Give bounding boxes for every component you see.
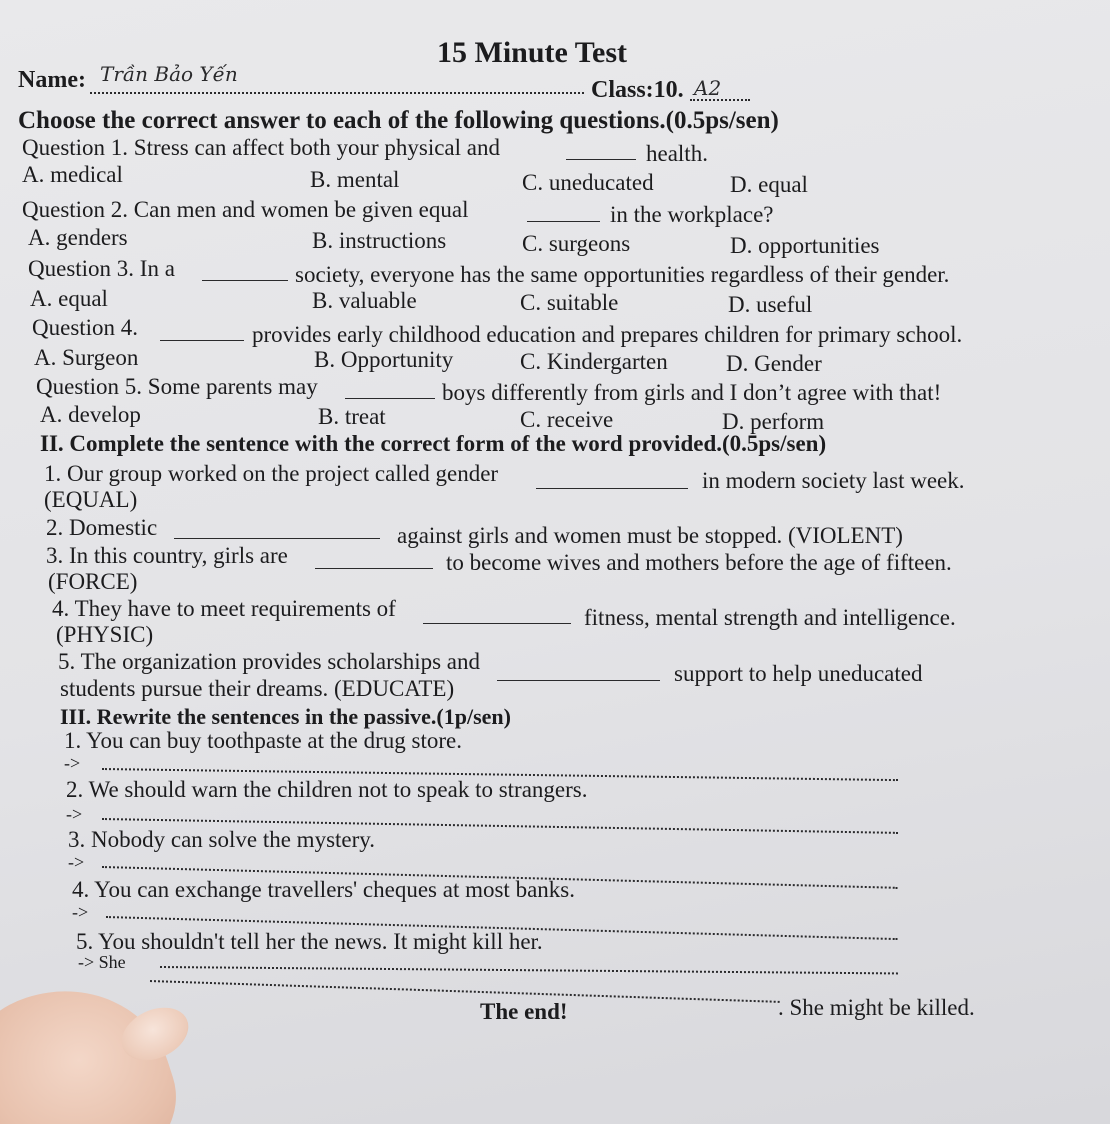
part3-answer-line-5b — [150, 980, 780, 1003]
q1-option-b: B. mental — [310, 167, 400, 192]
part2-item-5-end: support to help uneducated — [674, 661, 923, 686]
q2-option-c: C. surgeons — [522, 231, 631, 256]
q2-option-a: A. genders — [28, 225, 128, 250]
q4-option-b: B. Opportunity — [314, 347, 454, 372]
q3-option-c: C. suitable — [520, 290, 619, 315]
part2-item-1-end: in modern society last week. — [702, 468, 965, 493]
part3-item-1: 1. You can buy toothpaste at the drug store. — [64, 728, 462, 753]
part3-answer-line-5a — [160, 966, 898, 974]
part2-item-3-end: to become wives and mothers before the age of fifteen. — [446, 550, 952, 575]
part3-item-5: 5. You shouldn't tell her the news. It might kill her. — [76, 929, 543, 954]
question-5-blank — [345, 398, 435, 399]
q3-option-d: D. useful — [728, 292, 813, 317]
question-3-blank — [202, 280, 288, 281]
class-label: Class:10. — [591, 77, 684, 103]
part2-item-5-cont: students pursue their dreams. (EDUCATE) — [60, 676, 455, 701]
part3-arrow-2: -> — [66, 804, 83, 824]
question-4-blank — [160, 340, 244, 341]
q5-option-d: D. perform — [722, 409, 825, 434]
part3-item-4: 4. You can exchange travellers' cheques at most banks. — [72, 877, 575, 902]
part2-item-4-end: fitness, mental strength and intelligence. — [584, 605, 956, 630]
part1-instruction: Choose the correct answer to each of the following questions.(0.5ps/sen) — [18, 107, 779, 134]
question-2-blank — [527, 221, 600, 222]
class-line — [690, 99, 750, 101]
question-1-stem: Question 1. Stress can affect both your physical and — [22, 135, 500, 160]
question-1-blank — [566, 159, 636, 160]
part3-arrow-5: -> She — [78, 952, 126, 972]
q1-option-c: C. uneducated — [522, 170, 654, 195]
q4-option-a: A. Surgeon — [34, 345, 139, 370]
question-5-end: boys differently from girls and I don’t agree with that! — [442, 380, 942, 405]
question-5-stem: Question 5. Some parents may — [36, 374, 318, 399]
q1-option-d: D. equal — [730, 172, 808, 197]
question-3-stem: Question 3. In a — [28, 256, 175, 281]
page-title: 15 Minute Test — [437, 36, 628, 69]
q5-option-b: B. treat — [318, 404, 386, 429]
part2-item-2-stem: 2. Domestic — [46, 515, 158, 540]
part2-item-1-blank — [536, 488, 688, 489]
part2-item-1-stem: 1. Our group worked on the project called gender — [44, 461, 499, 486]
name-handwritten: Trần Bảo Yến — [100, 62, 238, 86]
part2-item-4-blank — [423, 623, 571, 624]
part2-item-3-blank — [315, 568, 433, 569]
question-2-stem: Question 2. Can men and women be given equal — [22, 197, 469, 222]
part2-item-2-blank — [174, 538, 380, 539]
part3-heading: III. Rewrite the sentences in the passive.(1p/sen) — [60, 704, 511, 729]
q3-option-a: A. equal — [30, 286, 108, 311]
part3-arrow-1: -> — [64, 753, 81, 773]
end-note: The end! — [480, 999, 568, 1024]
part2-heading: II. Complete the sentence with the correct form of the word provided.(0.5ps/sen) — [40, 431, 827, 456]
part2-item-1-cont: (EQUAL) — [44, 487, 138, 512]
part3-tail: . She might be killed. — [778, 995, 975, 1020]
q2-option-d: D. opportunities — [730, 233, 880, 258]
class-handwritten: A2 — [694, 76, 722, 100]
q5-option-c: C. receive — [520, 407, 614, 432]
q1-option-a: A. medical — [22, 162, 123, 187]
q4-option-d: D. Gender — [726, 351, 822, 376]
q2-option-b: B. instructions — [312, 228, 447, 253]
part2-item-3-stem: 3. In this country, girls are — [46, 543, 288, 568]
question-1-end: health. — [646, 141, 708, 166]
q3-option-b: B. valuable — [312, 288, 417, 313]
part2-item-5-blank — [497, 680, 660, 681]
question-3-end: society, everyone has the same opportunities regardless of their gender. — [295, 262, 950, 287]
q5-option-a: A. develop — [40, 402, 141, 427]
question-2-end: in the workplace? — [610, 202, 774, 227]
part3-item-2: 2. We should warn the children not to speak to strangers. — [66, 777, 588, 802]
part2-item-4-cont: (PHYSIC) — [56, 622, 154, 647]
part2-item-5-stem: 5. The organization provides scholarships and — [58, 649, 481, 674]
name-label: Name: — [18, 67, 86, 93]
part2-item-2-end: against girls and women must be stopped. (VIOLENT) — [397, 523, 903, 548]
question-4-stem: Question 4. — [32, 315, 139, 340]
name-line — [90, 92, 584, 94]
part3-item-3: 3. Nobody can solve the mystery. — [68, 827, 376, 852]
part3-arrow-3: -> — [68, 852, 85, 872]
part3-arrow-4: -> — [72, 902, 89, 922]
question-4-end: provides early childhood education and prepares children for primary school. — [252, 322, 963, 347]
part2-item-4-stem: 4. They have to meet requirements of — [52, 596, 396, 621]
q4-option-c: C. Kindergarten — [520, 349, 668, 374]
part2-item-3-cont: (FORCE) — [48, 569, 138, 594]
